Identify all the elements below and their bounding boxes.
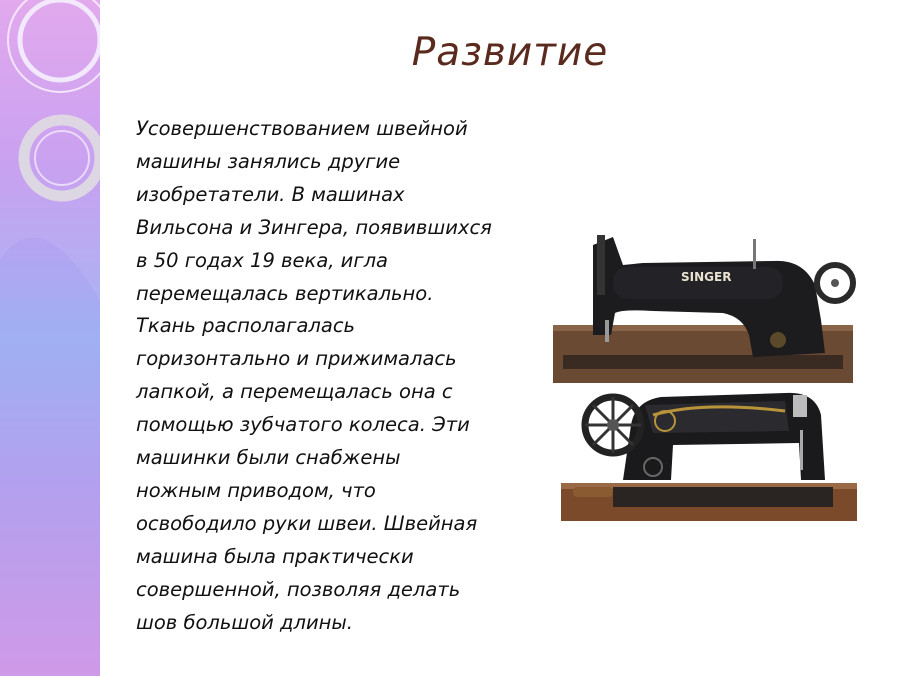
body-line: машина была практически [136,544,414,568]
body-line: машинки были снабжены [136,446,401,470]
body-line: шов большой длины. [136,610,353,634]
slide-title: Развитие [411,30,609,75]
body-line: машины занялись другие [136,149,401,173]
body-line: в 50 годах 19 века, игла [136,248,389,272]
body-line: изобретатели. В машинах [136,182,405,206]
decorative-rings-icon [0,0,100,676]
machine-brand-label: SINGER [681,270,732,284]
body-line: Ткань располагалась [136,314,356,338]
body-line: горизонтально и прижималась [136,347,457,371]
body-line: ножным приводом, что [136,478,376,502]
body-line: совершенной, позволяя делать [136,577,461,601]
sewing-machine-icon [553,225,858,525]
body-line: Вильсона и Зингера, появившихся [136,215,492,239]
body-line: освободило руки швеи. Швейная [136,511,478,535]
body-line: помощью зубчатого колеса. Эти [136,413,470,437]
body-line: лапкой, а перемещалась она с [136,380,453,404]
body-line: перемещалась вертикально. [136,281,434,305]
sewing-machines-photo [553,225,858,525]
body-line: Усовершенствованием швейной [136,117,468,140]
body-text [136,113,546,640]
decorative-sidebar [0,0,100,676]
